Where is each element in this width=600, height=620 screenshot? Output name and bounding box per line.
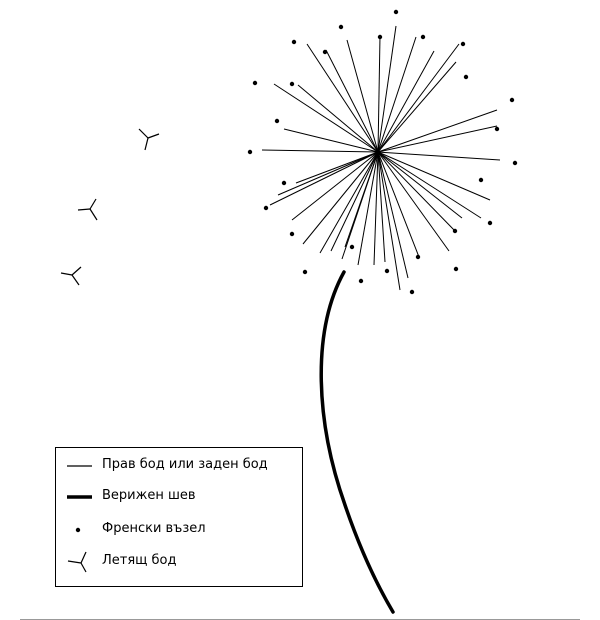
fly-stitch-seed (78, 199, 97, 220)
french-knot (323, 50, 327, 54)
french-knot (303, 270, 307, 274)
french-knot (394, 10, 398, 14)
fly-stitch-seed (139, 129, 159, 150)
french-knot (416, 255, 420, 259)
straight-stitch-rays (262, 26, 500, 290)
straight-stitch-ray (378, 152, 481, 218)
french-knot (510, 98, 514, 102)
french-knot (253, 81, 257, 85)
straight-stitch-ray (278, 152, 378, 195)
french-knot (264, 206, 268, 210)
straight-stitch-ray (378, 36, 380, 152)
legend-label-french-knot: Френски възел (102, 521, 206, 536)
straight-stitch-ray (378, 44, 459, 152)
straight-stitch-ray (262, 150, 378, 152)
french-knot (359, 279, 363, 283)
french-knot (385, 269, 389, 273)
legend (55, 447, 303, 587)
french-knot (513, 161, 517, 165)
french-knot (479, 178, 483, 182)
french-knot (290, 232, 294, 236)
fly-stitch-icon (64, 550, 94, 574)
french-knot (292, 40, 296, 44)
french-knot (410, 290, 414, 294)
straight-stitch-ray (270, 152, 378, 205)
straight-stitch-ray (378, 152, 400, 290)
french-knot (488, 221, 492, 225)
french-knot (290, 82, 294, 86)
legend-label-fly-stitch: Летящ бод (102, 553, 177, 568)
legend-item-french-knot (56, 518, 302, 542)
french-knot (421, 35, 425, 39)
french-knot (464, 75, 468, 79)
straight-stitch-ray (378, 126, 497, 152)
straight-stitch-ray (326, 50, 378, 152)
straight-stitch-ray (378, 152, 456, 232)
straight-stitch-ray (378, 152, 500, 160)
legend-item-fly-stitch (56, 550, 302, 574)
french-knot (350, 245, 354, 249)
chain-stitch-icon (64, 485, 94, 509)
french-knot (453, 229, 457, 233)
straight-stitch-ray (292, 152, 378, 220)
french-knot (339, 25, 343, 29)
legend-item-chain-stitch (56, 485, 302, 509)
legend-label-chain-stitch: Верижен шев (102, 488, 196, 503)
french-knot (378, 35, 382, 39)
straight-stitch-ray (378, 26, 396, 152)
french-knot (248, 150, 252, 154)
straight-stitch-ray (307, 44, 378, 152)
legend-item-straight-stitch (56, 454, 302, 478)
straight-stitch-icon (64, 454, 94, 478)
french-knot (454, 267, 458, 271)
chain-stitch-stem (321, 272, 393, 612)
fly-stitch-seeds (61, 129, 159, 285)
fly-stitch-seed (61, 267, 81, 285)
french-knot (275, 119, 279, 123)
legend-label-straight-stitch: Прав бод или заден бод (102, 457, 268, 472)
french-knot (282, 181, 286, 185)
french-knot (495, 127, 499, 131)
french-knot (461, 42, 465, 46)
french-knot-icon (64, 518, 94, 542)
